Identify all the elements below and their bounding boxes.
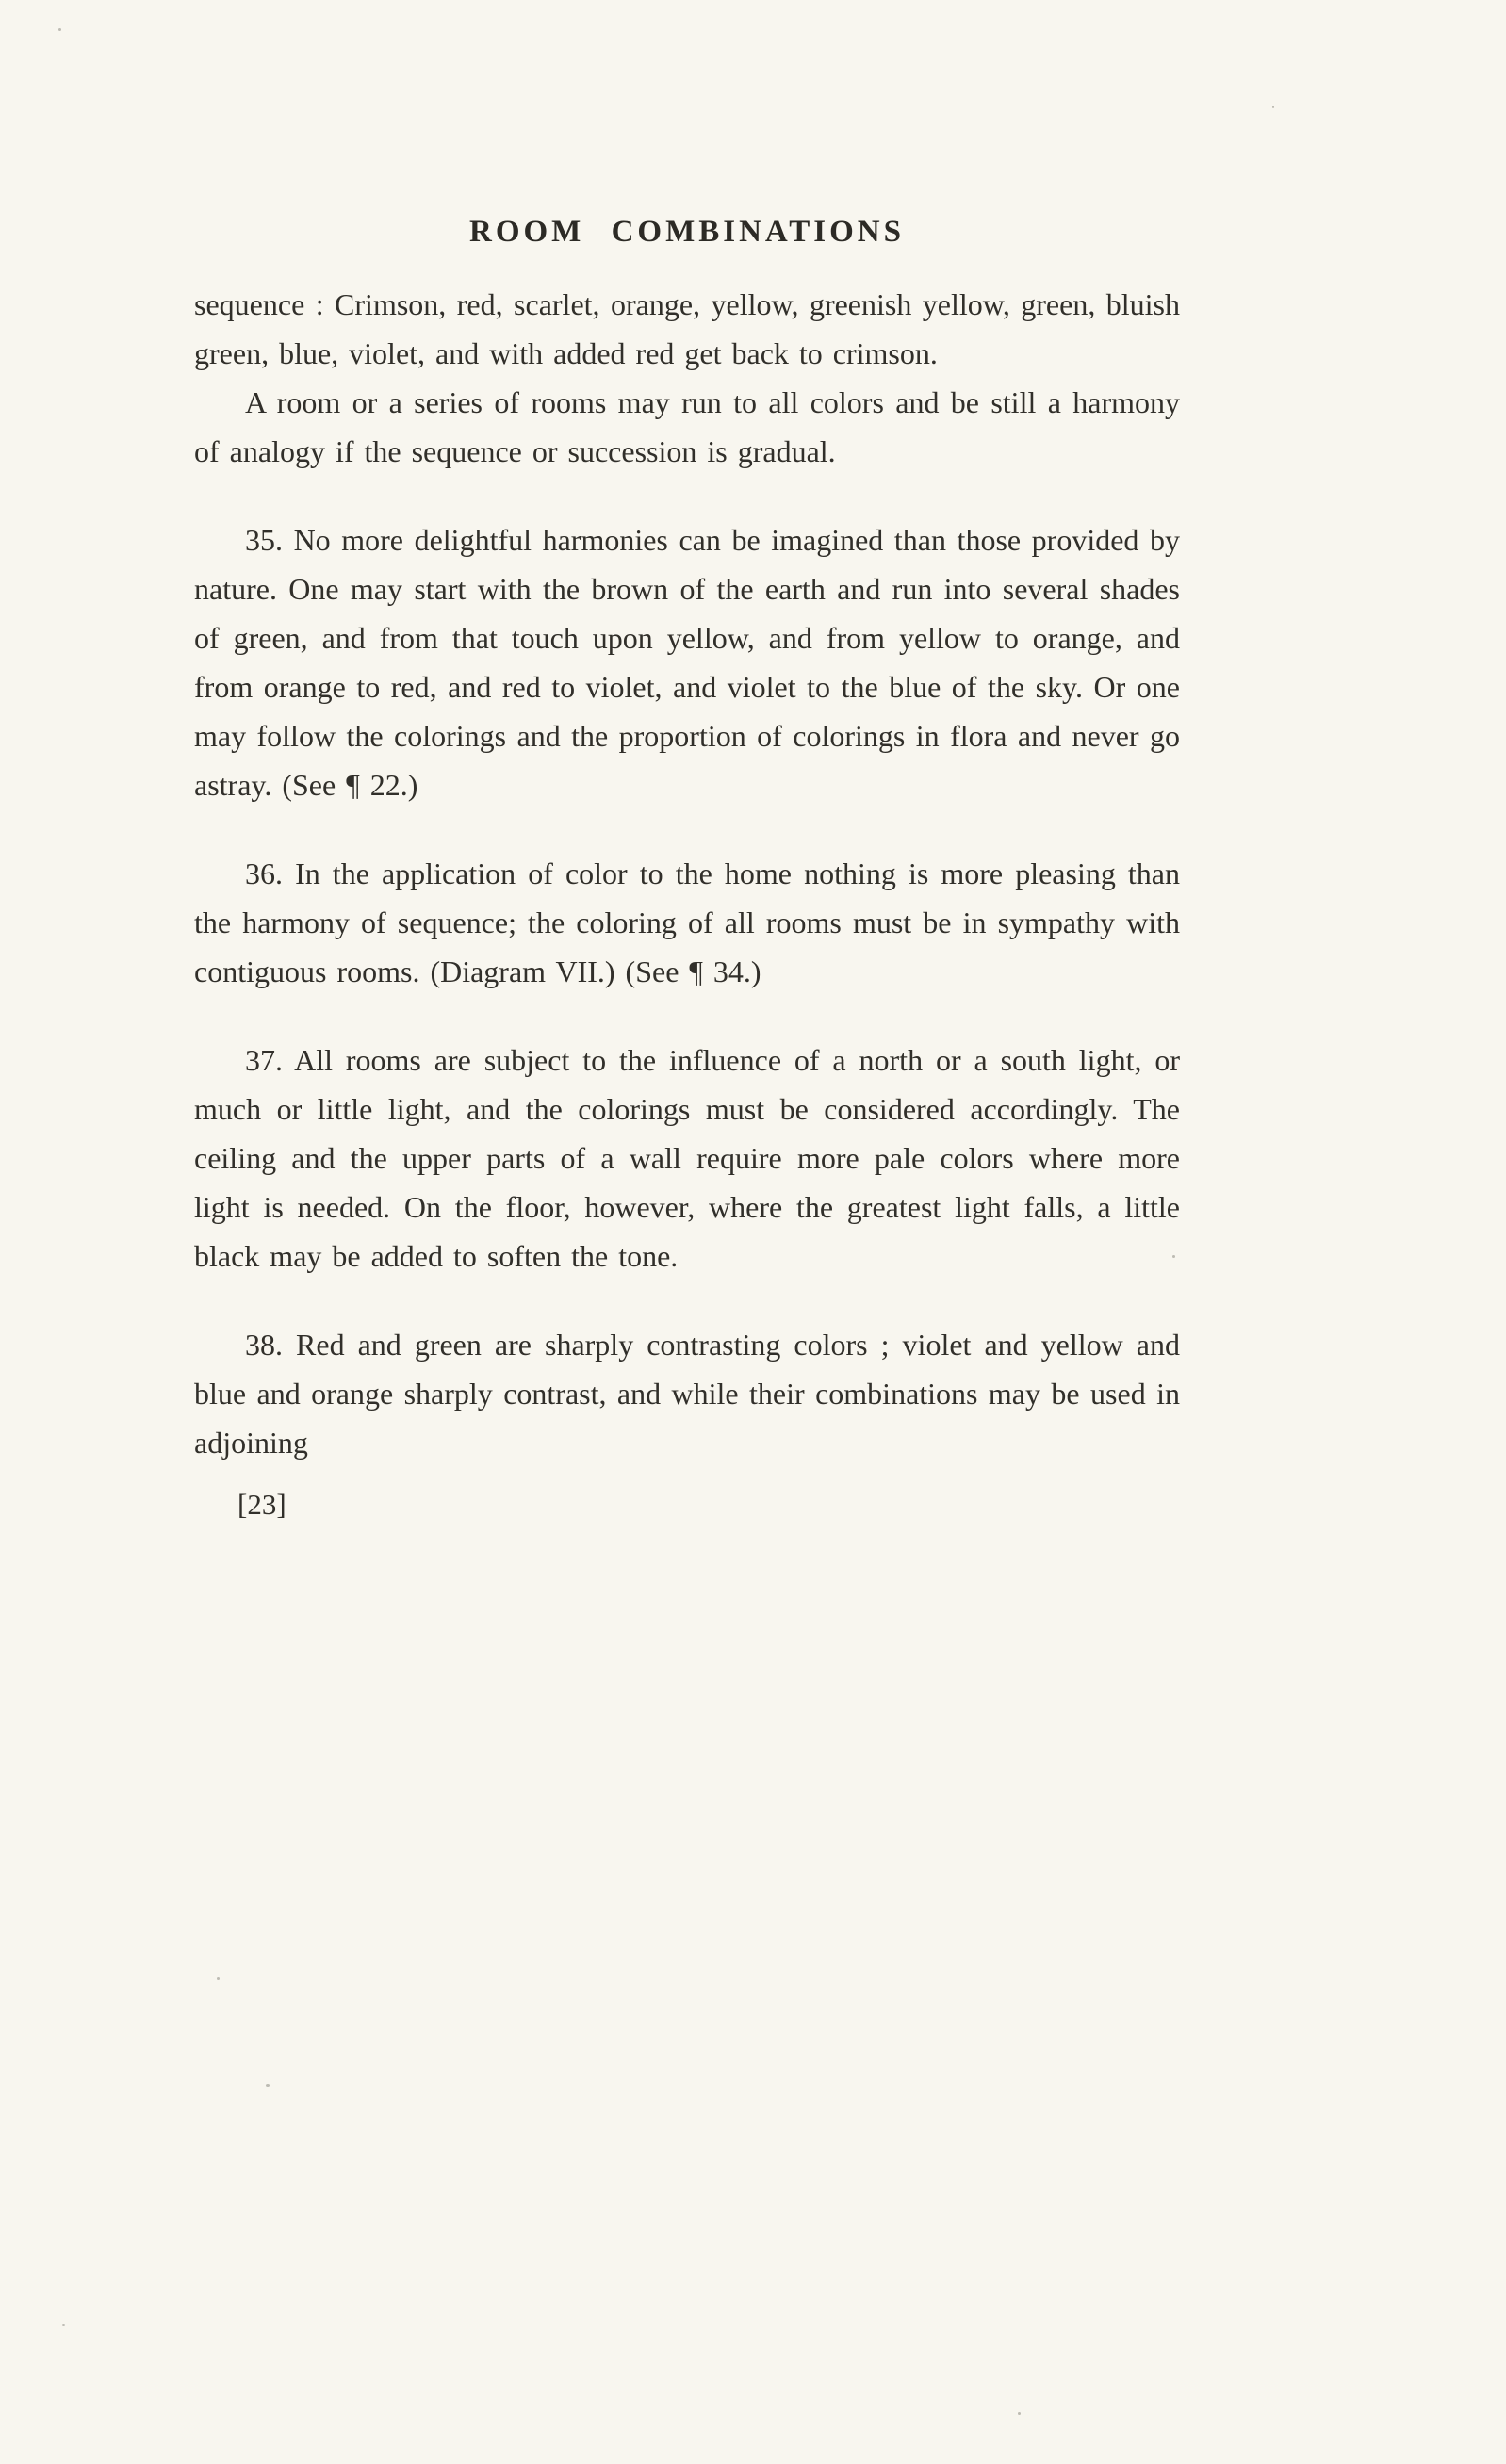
scan-speckle bbox=[266, 2084, 270, 2087]
scan-speckle bbox=[1018, 2412, 1021, 2415]
page-title: ROOM COMBINATIONS bbox=[469, 215, 905, 249]
scan-speckle bbox=[217, 1977, 220, 1980]
paragraph-sequence-continuation: sequence : Crimson, red, scarlet, orange, yellow, greenish yellow, green, bluish green, blue, violet, and with added red get back to crimson. bbox=[194, 287, 1180, 370]
scan-speckle bbox=[62, 2324, 65, 2326]
book-page bbox=[194, 215, 1180, 1529]
paragraph-35: 35. No more delightful harmonies can be imagined than those provided by nature. One may start with the brown of the earth and run into several shades of green, and from that touch upon yellow, and from yellow to orange, and from orange to red, and red to violet, and violet to the blue of the sky. Or one may follow the colorings and the proportion of colorings in flora and never go astray. (See ¶ 22.) bbox=[194, 523, 1180, 802]
scan-speckle bbox=[1272, 106, 1274, 108]
paragraph-38: 38. Red and green are sharply contrasting colors ; violet and yellow and blue and orange sharply contrast, and while their combinations may be used in adjoining bbox=[194, 1328, 1180, 1460]
paragraph-room-series: A room or a series of rooms may run to all colors and be still a harmony of analogy if the sequence or succession is gradual. bbox=[194, 385, 1180, 468]
page-number: [23] bbox=[237, 1488, 286, 1521]
paragraph-36: 36. In the application of color to the home nothing is more pleasing than the harmony of sequence; the coloring of all rooms must be in sympathy with contiguous rooms. (Diagram VII.) (See ¶ 34.) bbox=[194, 857, 1180, 988]
scan-speckle bbox=[58, 28, 61, 31]
paragraph-37: 37. All rooms are subject to the influence of a north or a south light, or much or little light, and the colorings must be considered accordingly. The ceiling and the upper parts of a wall require more pale colors where more light is needed. On the floor, however, where the greatest light falls, a little black may be added to soften the tone. bbox=[194, 1043, 1180, 1273]
